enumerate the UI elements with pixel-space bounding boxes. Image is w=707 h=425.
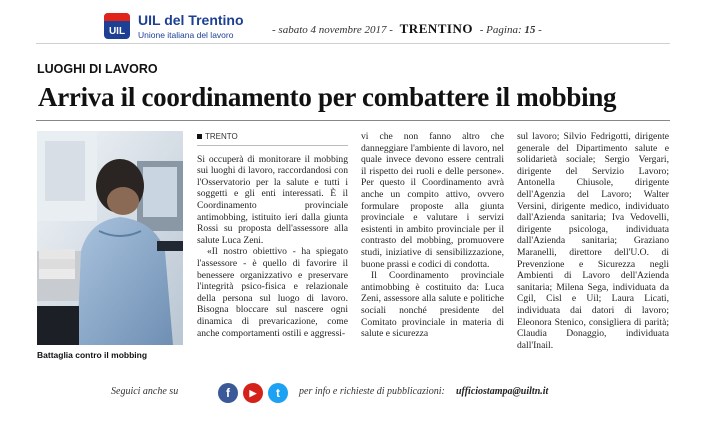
follow-label: Seguici anche su	[111, 386, 179, 397]
article-photo	[37, 131, 183, 345]
section-label: LUOGHI DI LAVORO	[37, 62, 158, 76]
uil-logo	[102, 11, 262, 45]
footer-bar	[0, 377, 707, 409]
facebook-glyph: f	[226, 386, 230, 400]
article-column-3	[517, 131, 669, 351]
twitter-icon[interactable]	[268, 383, 288, 403]
youtube-glyph: ▶	[249, 388, 257, 398]
header-divider	[36, 43, 670, 44]
paragraph: vi che non fanno altro che danneggiare l'ambiente di lavoro, nel quale invece devono essere centrali il rispetto dei ruoli e delle persone». Per questo il Coordinamento avrà anche un compito attivo, ovvero formulare proposte alla giunta provinciale e valutare i servizi esistenti in ambito provinciale per il contrasto del mobbing, promuovere studi, iniziative di sensibilizzazione, buone prassi e codici di condotta.	[361, 131, 504, 270]
office-worker-photo-icon	[37, 131, 183, 345]
uil-logo-mark-icon	[102, 11, 132, 41]
tag-square-icon	[197, 134, 202, 139]
logo-mark-text: UIL	[108, 26, 126, 37]
region-name: TRENTINO	[399, 21, 473, 36]
paragraph: sul lavoro; Silvio Fedrigotti, dirigente generale del Dipartimento salute e solidarietà sociale; Sergio Vergari, dirigente del Servizio Lavoro; Antonella Chiusole, dirigente dell'Agenzia del Lavoro; Walter Versini, dirigente medico, individuato dall'Azienda sanitaria; Iva Vedovelli, dirigente psicologa, individuata dall'Azienda sanitaria; Graziano Maranelli, direttore dell'U.O. di Prevenzione e Sicurezza negli Ambienti di Lavoro dell'Azienda sanitaria; Milena Sega, individuata da Cgil, Cisl e Uil; Laura Licati, individuata dai datori di lavoro; Eleonora Stenico, consigliera di parità; Claudia Donaggio, individuata dall'Inail.	[517, 131, 669, 351]
contact-email-link[interactable]: ufficiostampa@uiltn.it	[456, 386, 549, 397]
masthead	[272, 21, 542, 37]
logo-title: UIL del Trentino	[138, 12, 244, 28]
page-dash: -	[538, 24, 542, 36]
paragraph: Il Coordinamento provinciale antimobbing è costituito da: Luca Zeni, assessore alla salute e politiche sociali nonché presidente del Comitato provinciale in materia di salute e sicurezza	[361, 270, 504, 340]
page-label-text: - Pagina:	[479, 24, 522, 36]
article-column-2	[361, 131, 504, 340]
paragraph: Si occuperà di monitorare il mobbing sui luoghi di lavoro, raccordandosi con l'Osservatorio per la salute e tutti i soggetti e gli enti interessati. È il Coordinamento provinciale antimobbing, istituito ieri dalla giunta Rossi su proposta dell'assessore alla salute Luca Zeni.	[197, 153, 348, 246]
facebook-icon[interactable]	[218, 383, 238, 403]
youtube-icon[interactable]	[243, 383, 263, 403]
info-label: per info e richieste di pubblicazioni:	[299, 386, 445, 397]
paragraph: «Il nostro obiettivo - ha spiegato l'assessore - è quello di favorire il benessere organizzativo e preservare l'integrità psico-fisica e relazionale della persona sul luogo di lavoro. Bisogna bloccare sul nascere ogni dinamica di prevaricazione, come anche comportamenti ostili e aggressi-	[197, 246, 348, 339]
logo-subtitle: Unione italiana del lavoro	[138, 30, 234, 40]
page-number: 15	[524, 24, 536, 36]
headline-divider	[36, 120, 670, 121]
twitter-glyph: t	[276, 386, 280, 400]
location-tag-text: TRENTO	[205, 132, 238, 141]
dateline: - sabato 4 novembre 2017 -	[272, 24, 393, 36]
article-column-1	[197, 131, 348, 339]
photo-caption: Battaglia contro il mobbing	[37, 350, 148, 360]
page-label	[480, 24, 542, 36]
location-tag	[197, 131, 348, 146]
article-headline: Arriva il coordinamento per combattere il mobbing	[38, 82, 617, 112]
